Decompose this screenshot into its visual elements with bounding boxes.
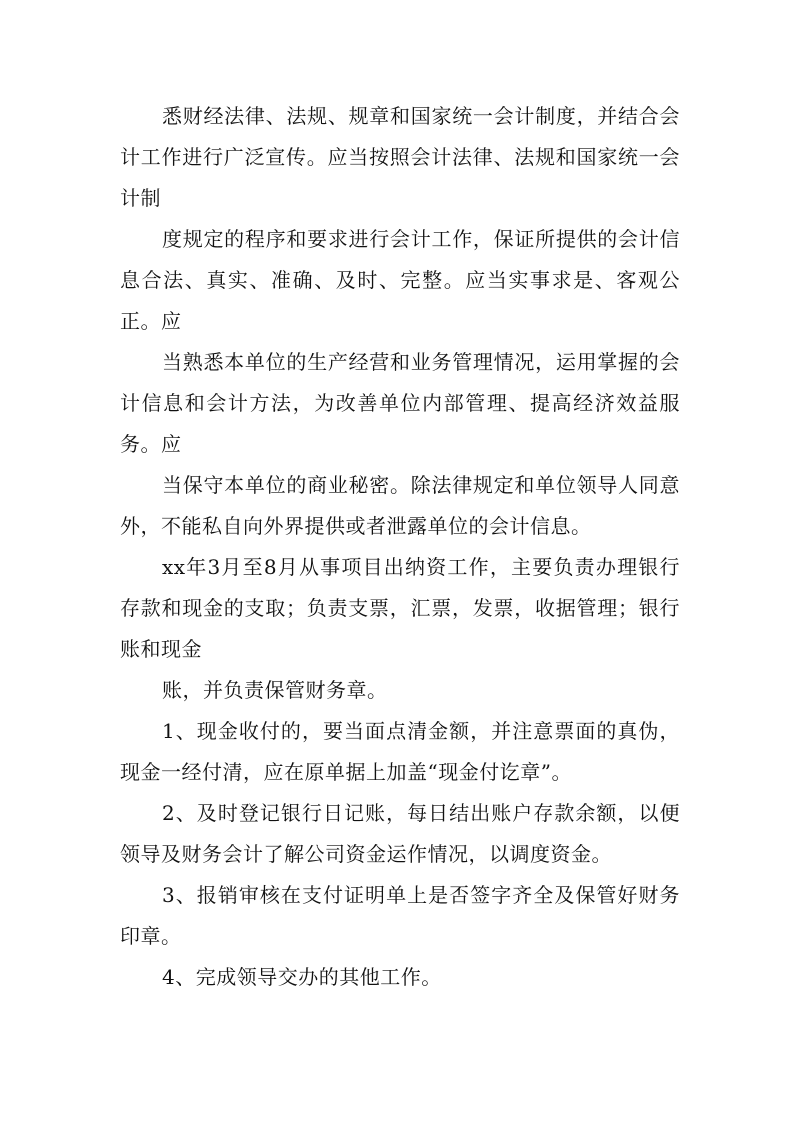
paragraph-7: 1、现金收付的，要当面点清金额，并注意票面的真伪，现金一经付清，应在原单据上加盖“现金付讫章”。 [120, 719, 680, 784]
paragraph-3: 当熟悉本单位的生产经营和业务管理情况，运用掌握的会计信息和会计方法，为改善单位内部管理、提高经济效益服务。应 [120, 350, 680, 456]
paragraph-2: 度规定的程序和要求进行会计工作，保证所提供的会计信息合法、真实、准确、及时、完整。应当实事求是、客观公正。应 [120, 227, 680, 333]
paragraph-1: 悉财经法律、法规、规章和国家统一会计制度，并结合会计工作进行广泛宣传。应当按照会计法律、法规和国家统一会计制 [120, 104, 680, 210]
paragraph-9: 3、报销审核在支付证明单上是否签字齐全及保管好财务印章。 [120, 883, 680, 948]
document-body [120, 96, 680, 998]
paragraph-10: 4、完成领导交办的其他工作。 [162, 965, 442, 989]
paragraph-5: xx年3月至8月从事项目出纳资工作，主要负责办理银行存款和现金的支取；负责支票，汇票，发票，收据管理；银行账和现金 [120, 555, 680, 661]
paragraph-8: 2、及时登记银行日记账，每日结出账户存款余额，以便领导及财务会计了解公司资金运作情况，以调度资金。 [120, 801, 680, 866]
paragraph-6: 账，并负责保管财务章。 [162, 678, 388, 702]
paragraph-4: 当保守本单位的商业秘密。除法律规定和单位领导人同意外，不能私自向外界提供或者泄露单位的会计信息。 [120, 473, 680, 538]
